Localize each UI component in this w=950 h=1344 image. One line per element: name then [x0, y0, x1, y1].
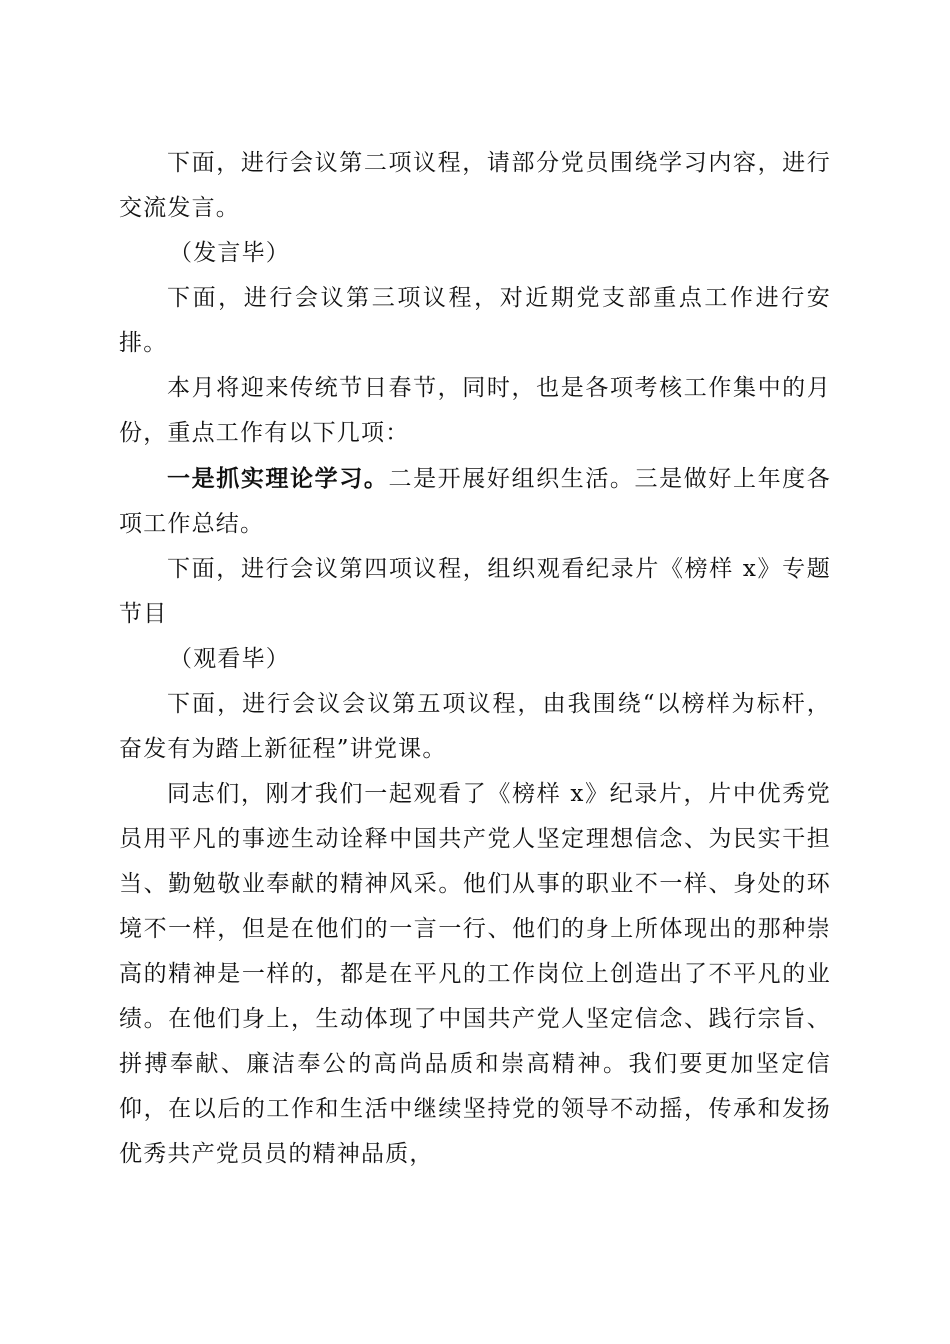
key-task-highlight: 一是抓实理论学习。	[167, 465, 389, 492]
paragraph-viewing-end: （观看毕）	[169, 646, 290, 672]
paragraph-lecture-body: 同志们，刚才我们一起观看了《榜样 x》纪录片，片中优秀党员用平凡的事迹生动诠释中国共产党人坚定理想信念、为民实干担当、勤勉敬业奉献的精神风采。他们从事的职业不一样、身处的环境不一样，但是在他们的一言一行、他们的身上所体现出的那种崇高的精神是一样的，都是在平凡的工作岗位上创造出了不平凡的业绩。在他们身上，生动体现了中国共产党人坚定信念、践行宗旨、拼搏奉献、廉洁奉公的高尚品质和崇高精神。我们要更加坚定信仰，在以后的工作和生活中继续坚持党的领导不动摇，传承和发扬优秀共产党员员的精神品质，	[119, 781, 831, 1167]
paragraph-agenda-2: 下面，进行会议第二项议程，请部分党员围绕学习内容，进行交流发言。	[119, 150, 831, 221]
paragraph-agenda-3: 下面，进行会议第三项议程，对近期党支部重点工作进行安排。	[119, 285, 831, 356]
paragraph-monthly-intro: 本月将迎来传统节日春节，同时，也是各项考核工作集中的月份，重点工作有以下几项：	[119, 375, 831, 446]
paragraph-agenda-4: 下面，进行会议第四项议程，组织观看纪录片《榜样 x》专题节目	[119, 556, 831, 627]
document-body	[119, 141, 831, 1177]
paragraph-agenda-5: 下面，进行会议会议第五项议程，由我围绕“以榜样为标杆，奋发有为踏上新征程”讲党课。	[119, 691, 831, 762]
key-task-rest: 二是开展好组织生活。三是做好上年度各项工作总结。	[119, 466, 831, 537]
paragraph-speech-end: （发言毕）	[169, 240, 290, 266]
paragraph-key-tasks	[119, 456, 831, 547]
